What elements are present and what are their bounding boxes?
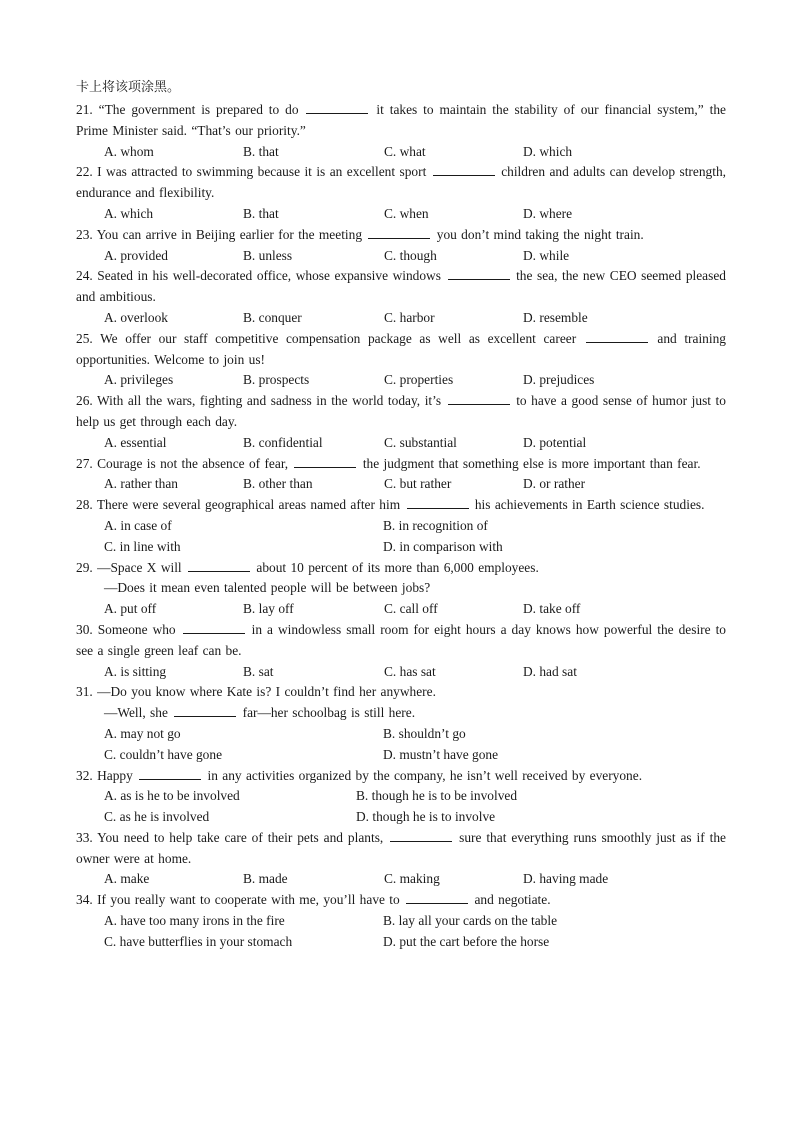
option-b: B. conquer <box>243 309 302 325</box>
question-33: 33. You need to help take care of their pets and plants, sure that everything runs smoothly just as if the owner were at home. <box>76 829 726 866</box>
option-b: B. prospects <box>243 372 310 388</box>
option-d: D. take off <box>523 601 581 617</box>
question-29-reply: —Does it mean even talented people will be between jobs? <box>104 580 431 596</box>
answer-blank <box>306 100 368 114</box>
option-b: B. confidential <box>243 434 323 450</box>
options-34-row1 <box>76 911 726 932</box>
option-a: A. put off <box>104 601 157 617</box>
question-23: 23. You can arrive in Beijing earlier for the meeting you don’t mind taking the night train. <box>76 226 644 242</box>
option-a: A. privileges <box>104 372 174 388</box>
answer-blank <box>586 329 648 343</box>
answer-blank <box>406 890 468 904</box>
option-c: C. in line with <box>104 538 181 554</box>
option-a: A. rather than <box>104 476 178 492</box>
options-30 <box>76 662 726 683</box>
option-b: B. other than <box>243 476 313 492</box>
option-a: A. may not go <box>104 725 181 741</box>
options-29 <box>76 599 726 620</box>
option-b: B. in recognition of <box>383 517 488 533</box>
option-d: D. while <box>523 247 570 263</box>
option-c: C. what <box>384 143 426 159</box>
options-28-row2 <box>76 537 726 558</box>
answer-blank <box>390 828 452 842</box>
question-list <box>76 79 726 953</box>
option-b: B. unless <box>243 247 293 263</box>
option-c: C. as he is involved <box>104 809 210 825</box>
options-25 <box>76 370 726 391</box>
option-a: A. whom <box>104 143 154 159</box>
option-d: D. which <box>523 143 573 159</box>
option-d: D. having made <box>523 871 609 887</box>
option-d: D. though he is to involve <box>356 809 496 825</box>
options-22 <box>76 204 726 225</box>
option-d: D. where <box>523 205 573 221</box>
option-c: C. call off <box>384 601 438 617</box>
option-d: D. put the cart before the horse <box>383 933 550 949</box>
option-c: C. harbor <box>384 309 435 325</box>
answer-blank <box>407 495 469 509</box>
answer-blank <box>433 162 495 176</box>
options-26 <box>76 433 726 454</box>
question-25: 25. We offer our staff competitive compensation package as well as excellent career and training opportunities. Welcome to join us! <box>76 330 726 367</box>
option-a: A. essential <box>104 434 167 450</box>
option-c: C. couldn’t have gone <box>104 746 223 762</box>
option-c: C. has sat <box>384 663 436 679</box>
answer-sheet-instruction: 卡上将该项涂黑。 <box>76 80 181 95</box>
answer-blank <box>368 225 430 239</box>
question-31-reply: —Well, she far—her schoolbag is still here. <box>104 705 416 721</box>
option-a: A. as is he to be involved <box>104 788 240 804</box>
option-b: B. lay all your cards on the table <box>383 913 558 929</box>
option-d: D. had sat <box>523 663 577 679</box>
option-c: C. but rather <box>384 476 452 492</box>
option-c: C. though <box>384 247 437 263</box>
question-32: 32. Happy in any activities organized by the company, he isn’t well received by everyone. <box>76 767 643 783</box>
option-b: B. sat <box>243 663 274 679</box>
option-d: D. potential <box>523 434 587 450</box>
answer-blank <box>174 703 236 717</box>
answer-blank <box>139 766 201 780</box>
options-28-row1 <box>76 516 726 537</box>
option-c: C. making <box>384 871 440 887</box>
question-22: 22. I was attracted to swimming because it is an excellent sport children and adults can develop strength, endurance and flexibility. <box>76 164 726 201</box>
option-a: A. overlook <box>104 309 168 325</box>
option-b: B. lay off <box>243 601 294 617</box>
option-d: D. in comparison with <box>383 538 503 554</box>
options-27 <box>76 474 726 495</box>
options-32-row2 <box>76 807 726 828</box>
option-d: D. resemble <box>523 309 588 325</box>
question-28: 28. There were several geographical areas named after him his achievements in Earth science studies. <box>76 497 705 513</box>
option-c: C. properties <box>384 372 454 388</box>
answer-blank <box>448 391 510 405</box>
option-a: A. is sitting <box>104 663 167 679</box>
question-30: 30. Someone who in a windowless small room for eight hours a day knows how powerful the desire to see a single green leaf can be. <box>76 621 726 658</box>
option-c: C. when <box>384 205 429 221</box>
question-24: 24. Seated in his well-decorated office, whose expansive windows the sea, the new CEO seemed pleased and ambitious. <box>76 268 726 305</box>
options-31-row2 <box>76 745 726 766</box>
question-21: 21. “The government is prepared to do it takes to maintain the stability of our financial system,” the Prime Minister said. “That’s our priority.” <box>76 102 726 138</box>
option-d: D. mustn’t have gone <box>383 746 499 762</box>
options-23 <box>76 246 726 267</box>
options-33 <box>76 869 726 890</box>
options-32-row1 <box>76 786 726 807</box>
option-b: B. made <box>243 871 288 887</box>
option-d: D. or rather <box>523 476 586 492</box>
option-b: B. shouldn’t go <box>383 725 466 741</box>
question-27: 27. Courage is not the absence of fear, the judgment that something else is more important than fear. <box>76 455 701 471</box>
option-c: C. have butterflies in your stomach <box>104 933 293 949</box>
answer-blank <box>183 620 245 634</box>
question-31: 31. —Do you know where Kate is? I couldn’t find her anywhere. <box>76 684 436 700</box>
option-b: B. though he is to be involved <box>356 788 518 804</box>
options-34-row2 <box>76 932 726 953</box>
question-26: 26. With all the wars, fighting and sadness in the world today, it’s to have a good sense of humor just to help us get through each day. <box>76 393 726 429</box>
option-a: A. have too many irons in the fire <box>104 913 285 929</box>
option-a: A. make <box>104 871 150 887</box>
option-c: C. substantial <box>384 434 457 450</box>
option-b: B. that <box>243 143 279 159</box>
option-a: A. which <box>104 205 154 221</box>
options-21 <box>76 142 726 163</box>
question-34: 34. If you really want to cooperate with me, you’ll have to and negotiate. <box>76 892 551 908</box>
option-a: A. in case of <box>104 517 172 533</box>
answer-blank <box>188 558 250 572</box>
option-a: A. provided <box>104 247 168 263</box>
option-d: D. prejudices <box>523 372 595 388</box>
answer-blank <box>294 454 356 468</box>
options-31-row1 <box>76 724 726 745</box>
question-29: 29. —Space X will about 10 percent of its more than 6,000 employees. <box>76 559 539 575</box>
option-b: B. that <box>243 205 279 221</box>
options-24 <box>76 308 726 329</box>
answer-blank <box>448 266 510 280</box>
